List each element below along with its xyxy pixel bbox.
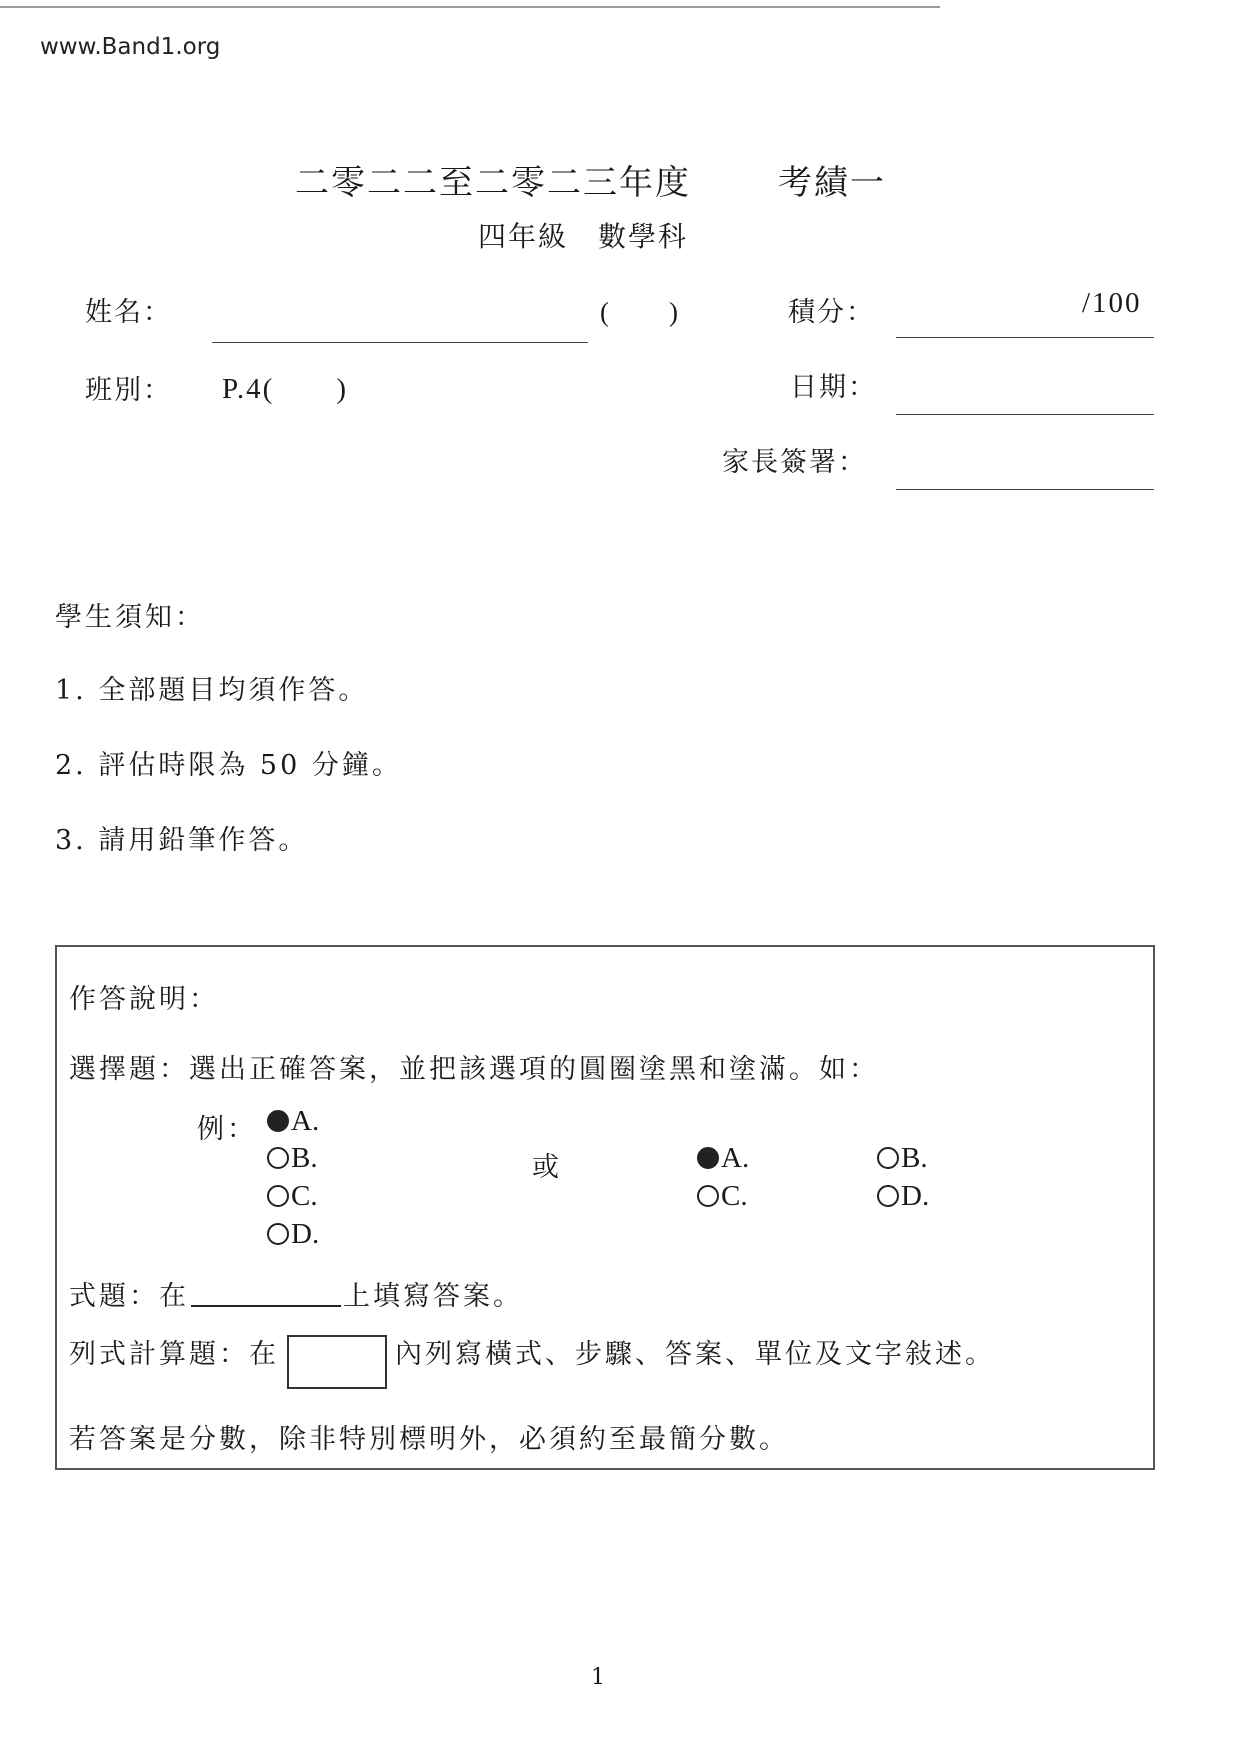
name-label: 姓名： <box>85 297 172 328</box>
empty-circle-icon <box>697 1185 719 1207</box>
example2-option-a: A. <box>697 1142 749 1175</box>
empty-circle-icon <box>267 1147 289 1169</box>
name-field[interactable] <box>212 342 588 343</box>
date-field[interactable] <box>896 414 1154 415</box>
example2-option-b: B. <box>877 1142 928 1175</box>
scan-edge-line <box>0 6 940 8</box>
score-label: 積分： <box>788 297 875 328</box>
date-label: 日期： <box>790 372 877 403</box>
grade-subject: 四年級 數學科 <box>478 220 689 253</box>
school-year-title: 二零二二至二零二三年度 <box>295 163 691 203</box>
or-label: 或 <box>532 1152 562 1183</box>
score-field[interactable] <box>896 337 1154 338</box>
class-label: 班別： <box>85 375 172 406</box>
notice-heading: 學生須知： <box>55 602 205 633</box>
example-option-a: A. <box>267 1105 319 1138</box>
answer-box-sample <box>287 1335 387 1389</box>
exam-name: 考績一 <box>778 163 886 203</box>
empty-circle-icon <box>267 1185 289 1207</box>
blank-line-sample <box>191 1281 341 1307</box>
example-option-b: B. <box>267 1142 318 1175</box>
parent-signature-label: 家長簽署： <box>722 447 867 478</box>
fraction-note: 若答案是分數，除非特別標明外，必須約至最簡分數。 <box>69 1424 789 1455</box>
example2-option-c: C. <box>697 1180 748 1213</box>
example-option-c: C. <box>267 1180 318 1213</box>
empty-circle-icon <box>877 1185 899 1207</box>
parent-signature-field[interactable] <box>896 489 1154 490</box>
example-label: 例： <box>197 1114 257 1145</box>
example2-option-d: D. <box>877 1180 929 1213</box>
mc-instruction: 選擇題：選出正確答案，並把該選項的圓圈塗黑和塗滿。如： <box>69 1054 879 1085</box>
working-instruction: 列式計算題：在 內列寫橫式、步驟、答案、單位及文字敍述。 <box>69 1332 995 1389</box>
instructions-box <box>55 945 1155 1470</box>
filled-circle-icon <box>267 1110 289 1132</box>
notice-item: 2. 評估時限為 50 分鐘。 <box>55 750 402 781</box>
fill-in-instruction: 式題：在 上填寫答案。 <box>69 1281 523 1312</box>
page-number: 1 <box>591 1665 605 1690</box>
empty-circle-icon <box>877 1147 899 1169</box>
watermark-url: www.Band1.org <box>40 34 221 60</box>
filled-circle-icon <box>697 1147 719 1169</box>
notice-item: 3. 請用鉛筆作答。 <box>55 825 309 856</box>
score-total: /100 <box>1082 287 1142 319</box>
instructions-heading: 作答說明： <box>69 984 219 1015</box>
example-option-d: D. <box>267 1218 319 1251</box>
empty-circle-icon <box>267 1223 289 1245</box>
class-number-paren: ( ) <box>600 297 680 327</box>
class-value: P.4( ) <box>222 373 348 405</box>
notice-item: 1. 全部題目均須作答。 <box>55 675 369 706</box>
